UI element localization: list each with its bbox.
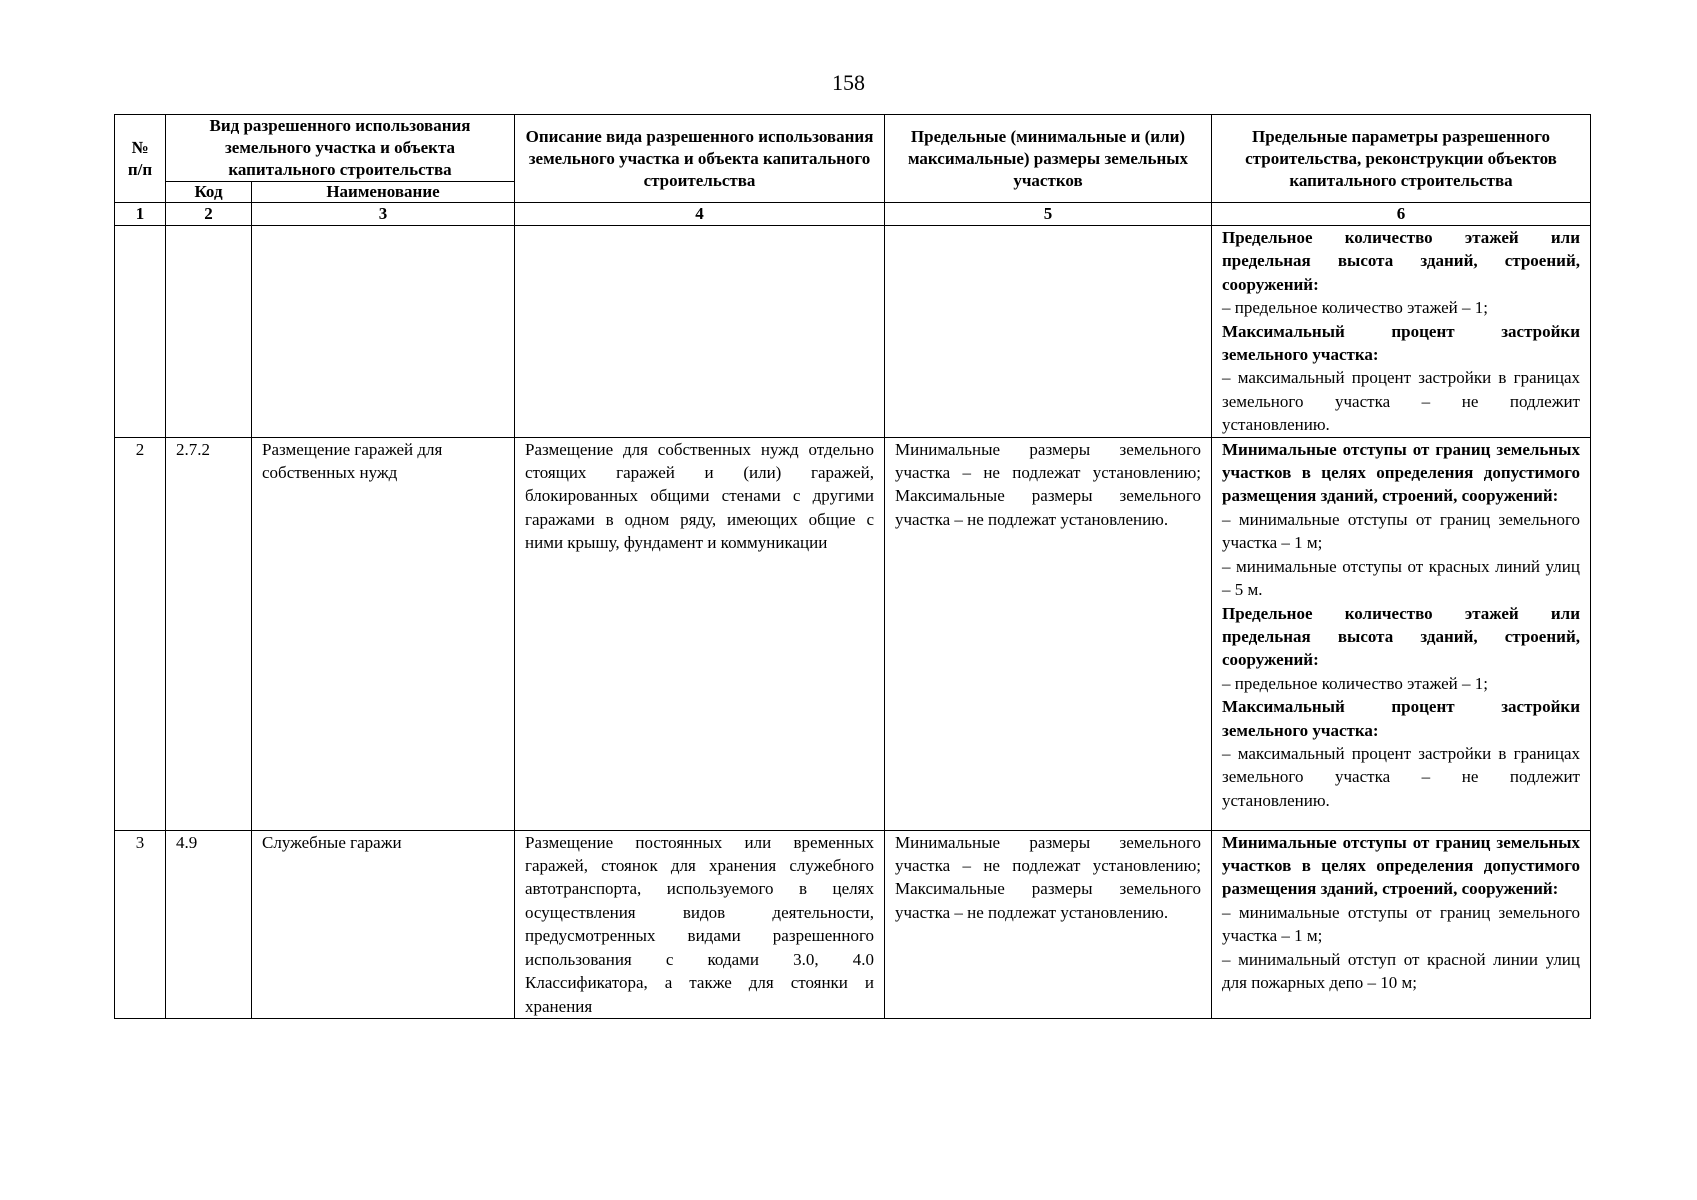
column-number-row — [115, 203, 1591, 226]
params-heading: Минимальные отступы от границ земельных участков в целях определения допустимого размещения зданий, строений, сооружений: — [1222, 439, 1580, 506]
header-land-use-type: Вид разрешенного использования земельного участка и объекта капитального строительства — [166, 115, 515, 182]
row-name — [252, 226, 515, 438]
table-row — [115, 437, 1591, 830]
column-number: 3 — [252, 203, 515, 226]
header-description: Описание вида разрешенного использования земельного участка и объекта капитального строительства — [515, 115, 885, 203]
header-plot-sizes: Предельные (минимальные и (или) максимальные) размеры земельных участков — [885, 115, 1212, 203]
params-heading: Предельное количество этажей или предельная высота зданий, строений, сооружений: — [1222, 228, 1580, 294]
row-code: 4.9 — [166, 830, 252, 1018]
row-code — [166, 226, 252, 438]
row-params — [1212, 226, 1591, 438]
row-name: Размещение гаражей для собственных нужд — [252, 437, 515, 830]
row-sizes: Минимальные размеры земельного участка – не подлежат установлению; Максимальные размеры земельного участка – не подлежат установлению. — [885, 437, 1212, 830]
column-number: 1 — [115, 203, 166, 226]
column-number: 2 — [166, 203, 252, 226]
row-code: 2.7.2 — [166, 437, 252, 830]
row-sizes — [885, 226, 1212, 438]
params-heading: Максимальный процент застройки земельного участка: — [1222, 321, 1580, 365]
row-description: Размещение постоянных или временных гаражей, стоянок для хранения служебного автотранспорта, используемого в целях осуществления видов деятельности, предусмотренных видами разрешенного использования с кодами 3.0, 4.0 Классификатора, а также для стоянки и хранения — [515, 830, 885, 1018]
params-heading: Максимальный процент застройки земельного участка: — [1222, 697, 1580, 740]
column-number: 5 — [885, 203, 1212, 226]
row-description: Размещение для собственных нужд отдельно стоящих гаражей и (или) гаражей, блокированных общими стенами с другими гаражами в одном ряду, имеющих общие с ними крышу, фундамент и коммуникации — [515, 437, 885, 830]
table-row — [115, 226, 1591, 438]
row-params — [1212, 437, 1591, 830]
params-heading: Минимальные отступы от границ земельных участков в целях определения допустимого размещения зданий, строений, сооружений: — [1222, 832, 1580, 899]
params-item: – предельное количество этажей – 1; — [1222, 673, 1488, 693]
params-item: – максимальный процент застройки в границах земельного участка – не подлежит установлению. — [1222, 368, 1580, 435]
params-item: – максимальный процент застройки в границах земельного участка – не подлежит установлению. — [1222, 743, 1580, 810]
params-heading: Предельное количество этажей или предельная высота зданий, строений, сооружений: — [1222, 603, 1580, 670]
row-name: Служебные гаражи — [252, 830, 515, 1018]
header-code: Код — [166, 182, 252, 203]
header-num: № п/п — [115, 115, 166, 203]
params-item: – минимальные отступы от границ земельного участка – 1 м; — [1222, 509, 1580, 553]
row-num: 2 — [115, 437, 166, 830]
row-sizes: Минимальные размеры земельного участка – не подлежат установлению; Максимальные размеры земельного участка – не подлежат установлению. — [885, 830, 1212, 1018]
params-item: – минимальный отступ от красной линии улиц для пожарных депо – 10 м; — [1222, 949, 1580, 993]
table-row — [115, 830, 1591, 1018]
params-item: – предельное количество этажей – 1; — [1222, 298, 1488, 318]
land-use-table — [114, 114, 1591, 1019]
row-num: 3 — [115, 830, 166, 1018]
row-params — [1212, 830, 1591, 1018]
header-construction-params: Предельные параметры разрешенного строительства, реконструкции объектов капитального строительства — [1212, 115, 1591, 203]
header-name: Наименование — [252, 182, 515, 203]
header-row — [115, 115, 1591, 182]
row-description — [515, 226, 885, 438]
params-item: – минимальные отступы от границ земельного участка – 1 м; — [1222, 902, 1580, 946]
params-item: – минимальные отступы от красных линий улиц – 5 м. — [1222, 556, 1580, 600]
row-num — [115, 226, 166, 438]
column-number: 6 — [1212, 203, 1591, 226]
page-number: 158 — [832, 70, 865, 95]
column-number: 4 — [515, 203, 885, 226]
